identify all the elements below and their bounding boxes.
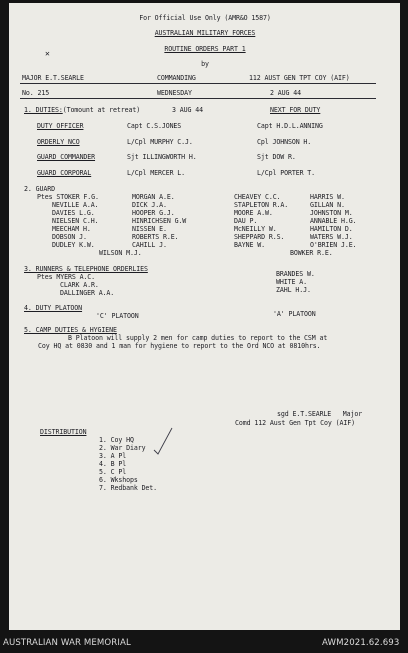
guard-name: DICK J.A. (132, 201, 167, 209)
current-platoon: 'C' PLATOON (96, 312, 139, 320)
guard-name: GILLAN N. (310, 201, 345, 209)
duties-date: 3 AUG 44 (172, 106, 203, 114)
guard-name: MEECHAM H. (52, 225, 91, 233)
guard-name: HOOPER G.J. (132, 209, 175, 217)
commanding-label: COMMANDING (157, 74, 196, 82)
unit-name: 112 AUST GEN TPT COY (AIF) (249, 74, 350, 82)
guard-name: Ptes STOKER F.G. (37, 193, 99, 201)
signature-name: sgd E.T.SEARLE Major (277, 410, 363, 418)
guard-name: HINRICHSEN G.W (132, 217, 187, 225)
guard-name: CHEAVEY C.C. (234, 193, 281, 201)
footer-institution: AUSTRALIAN WAR MEMORIAL (3, 638, 131, 648)
guard-name: WILSON M.J. (99, 249, 142, 257)
guard-name: DAU P. (234, 217, 258, 225)
duty-next: Capt H.D.L.ANNING (257, 122, 323, 130)
force-title: AUSTRALIAN MILITARY FORCES (154, 29, 256, 37)
guard-name: MORGAN A.E. (132, 193, 175, 201)
distribution-item: 3. A Pl (99, 452, 127, 460)
guard-name: HAMILTON D. (310, 225, 353, 233)
guard-name: ROBERTS R.E. (132, 233, 179, 241)
guard-name: McNEILLY W. (234, 225, 277, 233)
duty-current: Capt C.S.JONES (127, 122, 182, 130)
duty-current: Sjt ILLINGWORTH H. (127, 153, 197, 161)
guard-name: DAVIES L.G. (52, 209, 95, 217)
signature-title: Comd 112 Aust Gen Tpt Coy (AIF) (235, 419, 355, 427)
order-date: 2 AUG 44 (270, 89, 301, 97)
guard-name: NISSEN E. (132, 225, 167, 233)
runners-heading: 3. RUNNERS & TELEPHONE ORDERLIES (24, 265, 148, 273)
distribution-item: 6. Wkshops (99, 476, 138, 484)
duty-next: Sjt DOW R. (257, 153, 296, 161)
distribution-item: 5. C Pl (99, 468, 127, 476)
order-number: No. 215 (22, 89, 50, 97)
duty-next: L/Cpl PORTER T. (257, 169, 316, 177)
runner-name: Ptes MYERS A.C. (37, 273, 96, 281)
runner-next-name: BRANDES W. (276, 270, 315, 278)
header-rule-1 (20, 83, 376, 84)
duty-role: GUARD CORPORAL (37, 169, 92, 177)
order-day: WEDNESDAY (157, 89, 192, 97)
guard-name: JOHNSTON M. (310, 209, 353, 217)
platoon-heading: 4. DUTY PLATOON (24, 304, 83, 312)
guard-name: ANNABLE H.G. (310, 217, 357, 225)
guard-name: STAPLETON R.A. (234, 201, 289, 209)
next-platoon: 'A' PLATOON (273, 310, 316, 318)
pen-mark: ✕ (45, 49, 50, 58)
guard-name: DUDLEY K.W. (52, 241, 95, 249)
header-rule-2 (20, 98, 376, 99)
distribution-item: 4. B Pl (99, 460, 127, 468)
guard-name: NEVILLE A.A. (52, 201, 99, 209)
guard-name: HARRIS W. (310, 193, 345, 201)
document-title: ROUTINE ORDERS PART 1 (164, 45, 246, 53)
camp-text-line: B Platoon will supply 2 men for camp duties to report to the CSM at (68, 334, 328, 342)
camp-heading: 5. CAMP DUTIES & HYGIENE (24, 326, 117, 334)
guard-name: WATERS W.J. (310, 233, 353, 241)
guard-name: CAHILL J. (132, 241, 167, 249)
duty-current: L/Cpl MERCER L. (127, 169, 186, 177)
guard-name: DOBSON J. (52, 233, 87, 241)
classification-line: For Official Use Only (AMR&O 1587) (139, 14, 271, 22)
footer-accession-number: AWM2021.62.693 (322, 638, 400, 648)
next-for-duty-heading: NEXT FOR DUTY (270, 106, 321, 114)
duties-heading: 1. DUTIES:(Tomount at retreat) (24, 106, 141, 114)
guard-name: O'BRIEN J.E. (310, 241, 357, 249)
distribution-item: 2. War Diary (99, 444, 146, 452)
duty-role: GUARD COMMANDER (37, 153, 96, 161)
duty-role: ORDERLY NCO (37, 138, 80, 146)
duty-role: DUTY OFFICER (37, 122, 84, 130)
guard-name: SHEPPARD R.S. (234, 233, 285, 241)
distribution-item: 7. Redbank Det. (99, 484, 158, 492)
runner-next-name: ZAHL H.J. (276, 286, 311, 294)
duty-next: Cpl JOHNSON H. (257, 138, 312, 146)
pen-tick-mark (152, 424, 192, 464)
commander-name: MAJOR E.T.SEARLE (22, 74, 84, 82)
distribution-item: 1. Coy HQ (99, 436, 134, 444)
guard-name: NIELSEN C.H. (52, 217, 99, 225)
distribution-heading: DISTRIBUTION (40, 428, 87, 436)
guard-name: BAYNE W. (234, 241, 265, 249)
guard-heading: 2. GUARD (24, 185, 55, 193)
guard-name: BOWKER R.E. (290, 249, 333, 257)
runner-name: DALLINGER A.A. (60, 289, 115, 297)
guard-name: MOORE A.W. (234, 209, 273, 217)
by-line: by (201, 60, 209, 68)
duty-current: L/Cpl MURPHY C.J. (127, 138, 193, 146)
runner-name: CLARK A.R. (60, 281, 99, 289)
camp-text-line: Coy HQ at 0830 and 1 man for hygiene to report to the Ord NCO at 0810hrs. (38, 342, 321, 350)
runner-next-name: WHITE A. (276, 278, 307, 286)
